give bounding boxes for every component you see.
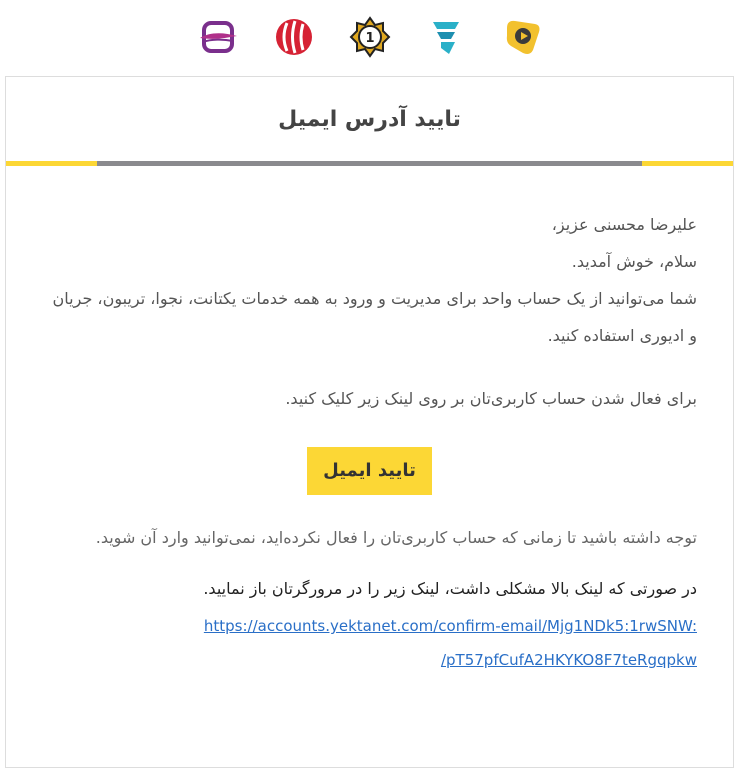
nojoum-logo-icon	[349, 16, 391, 58]
confirm-link-line-1: https://accounts.yektanet.com/confirm-email/Mjg1NDk5:1rwSNW:	[203, 617, 697, 635]
intro-text: شما می‌توانید از یک حساب واحد برای مدیریت و ورود به همه خدمات یکتانت، نجوا، تریبون، جریان و ادیوری استفاده کنید.	[52, 289, 697, 345]
card-header	[6, 77, 733, 161]
divider-accent-right	[642, 161, 733, 166]
confirm-link-block	[42, 609, 697, 677]
card-title: تایید آدرس ایمیل	[278, 106, 461, 132]
filimo-logo-icon	[501, 16, 543, 58]
activate-instruction: برای فعال شدن حساب کاربری‌تان بر روی لینک زیر کلیک کنید.	[285, 389, 697, 408]
brand-logos-bar	[0, 0, 740, 70]
intro-block	[42, 206, 697, 354]
activation-note: توجه داشته باشید تا زمانی که حساب کاربری‌تان را فعال نکرده‌اید، نمی‌توانید وارد آن شوید.	[95, 528, 697, 547]
header-divider	[6, 161, 733, 166]
email-card	[5, 76, 734, 768]
tribune-logo-icon	[425, 16, 467, 58]
welcome-text: سلام، خوش آمدید.	[571, 252, 697, 271]
svg-text:1: 1	[365, 31, 375, 46]
divider-gray	[97, 161, 642, 166]
email-body	[6, 166, 733, 677]
adivery-logo-icon	[197, 16, 239, 58]
confirm-button-wrap	[42, 447, 697, 497]
confirm-email-link[interactable]	[204, 617, 697, 669]
confirm-link-line-2: /pT57pfCufA2HKYKO8F7teRgqpkw	[440, 651, 697, 669]
fallback-instruction: در صورتی که لینک بالا مشکلی داشت، لینک زیر را در مرورگرتان باز نمایید.	[203, 579, 697, 598]
divider-accent-left	[6, 161, 97, 166]
confirm-email-button[interactable]: تایید ایمیل	[307, 447, 432, 495]
greeting-text: علیرضا محسنی عزیز،	[551, 215, 697, 234]
jaryan-logo-icon	[273, 16, 315, 58]
